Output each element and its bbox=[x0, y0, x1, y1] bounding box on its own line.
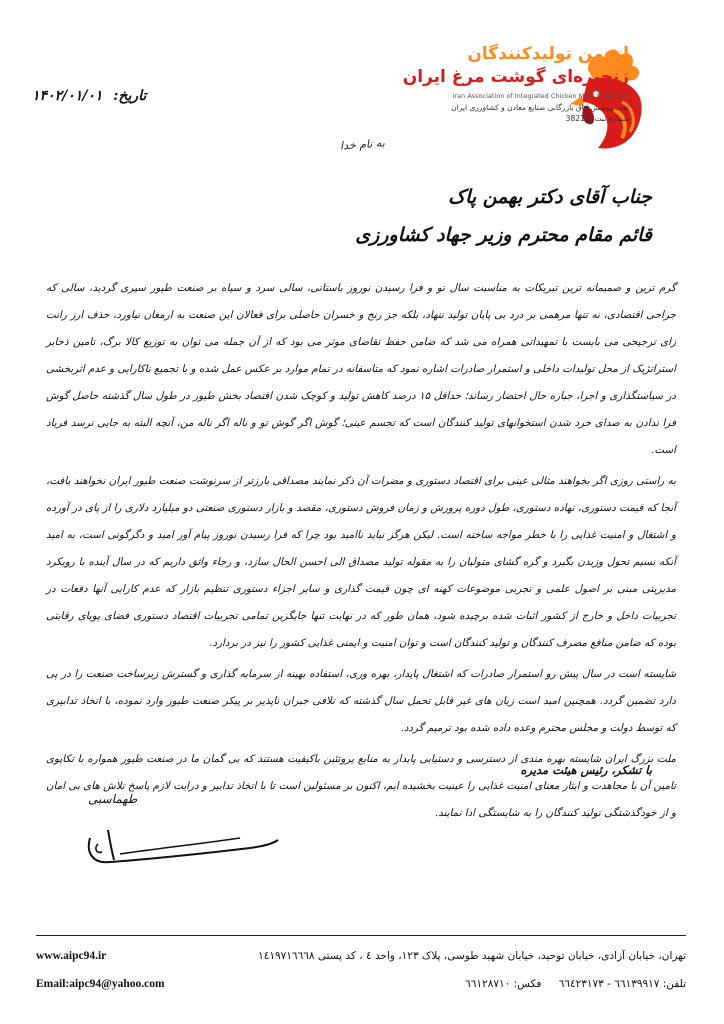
handwritten-signature-icon bbox=[50, 808, 290, 878]
footer-website-link[interactable]: www.aipc94.ir bbox=[36, 950, 107, 962]
recipient-name: جناب آقای دکتر بهمن پاک bbox=[448, 186, 652, 208]
signer-name: طهماسبی bbox=[88, 792, 138, 806]
logo-english-name: Iran Association of Integrated Chicken Meat Producers bbox=[452, 92, 629, 100]
closing-line: با تشکر، رئیس هیئت مدیره bbox=[520, 763, 652, 777]
bename-heading: به نام خدا bbox=[339, 136, 386, 153]
footer-divider bbox=[36, 935, 686, 936]
footer-fax: فکس: ٦٦۱۲۸۷۱۰ bbox=[465, 978, 542, 990]
logo-registration: شماره ثبت: 38219 bbox=[565, 114, 629, 123]
body-paragraph-1: گرم ترین و صمیمانه ترین تبریکات به مناسبت سال نو و فرا رسیدن نوروز باستانی، سالی سرد و سیاه بر صنعت طیور سپری گردید، سالی که جراحی اقتصادی، نه تنها مرهمی بر درد بی پایان تولید ننهاد، بلکه جز رنج و خسران حاصلی برای فعالان این صنعت به ارمغان نیاورد، حذف ارز رانت زای ترجیحی می بایست با تمهیداتی همراه می شد که ضامن حفظ تقاضای موثر می بود که از آن جمله می توان به توزیع کالا برگ، تامین ذخایر استراتژیک از محل تولیدات داخلی و استمرار صادرات اشاره نمود که متاسفانه در تمام موارد بر عکس عمل شده و با تجمیع ناکارایی و عدم اثربخشی در سیاستگذاری و اجرا، جباره حال احتضار رساند؛ حداقل ۱۵ درصد کاهش تولید و کوچک شدن اقتصاد بخش طیور در طول سال گذشته حاصل گوش فرا ندادن به صدای خرد شدن استخوانهای تولید کنندگان است که تجسم عینی؛ گوش اگر گوش تو و ناله اگر ناله من، آنچه البته به جایی نرسد فریاد است. bbox=[46, 282, 676, 456]
body-paragraph-3: شایسته است در سال پیش رو استمرار صادرات که اشتغال پایدار، بهره وری، استفاده بهینه از سرمایه گذاری و گسترش زیرساخت صنعت را در پی دارد تضمین گردد. همچنین امید است زیان های غیر قابل تحمل سال گذشته که تلافی جبران ناپذیر بر پیکر صنعت طیور وارد نموده، با اتخاذ تدابیری که توسط دولت و مجلس محترم وعده داده شده بود ترمیم گردد. bbox=[46, 668, 676, 734]
body-paragraph-4: ملت بزرگ ایران شایسته بهره مندی از دسترسی و دستیابی پایدار به منابع پروتئین باکیفیت هستند که بی گمان ما در صنعت طیور همواره با تکاپوی تامین آن با مجاهدت و ایثار معنای امنیت غذایی را عینیت بخشیده ایم، اکنون بر مسئولین است تا با اتخاذ تدابیر و درایت لازم پاسخ تلاش های بی امان و از خودگذشتگی تولید کنندگان را به شایستگی ادا نمایند. bbox=[46, 753, 676, 819]
logo-title-line2: زنجیره‌ای گوشت مرغ ایران bbox=[402, 67, 629, 87]
logo-text-block bbox=[402, 44, 629, 123]
footer-contact bbox=[465, 978, 686, 990]
footer-email-link[interactable]: Email:aipc94@yahoo.com bbox=[36, 978, 165, 990]
logo-title-line1: انجمن تولیدکنندگان bbox=[467, 44, 629, 64]
recipient-title: قائم مقام محترم وزیر جهاد کشاورزی bbox=[355, 224, 652, 246]
footer-phone: تلفن: ٦٦۱۳۹۹۱۷ - ٦٦٤۲۳۱۷۳ bbox=[558, 978, 686, 990]
date-value: ۱۴۰۲/۰۱/۰۱ bbox=[32, 88, 103, 104]
body-paragraph-2: به راستی روزی اگر بخواهند مثالی عینی برای اقتصاد دستوری و مضرات آن ذکر نمایند مصداقی بارزتر از سرنوشت صنعت طیور ایران نخواهند یافت، آنجا که قیمت دستوری، نهاده دستوری، طول دوره پرورش و زمان فروش دستوری، مقصد و بازار دستوری صنعتی دو میلیارد دلاری را از پای در آورده و اشتغال و امنیت غذایی را با خطر مواجه ساخته است. لیکن هرگز نباید ناامید بود چرا که فرا رسیدن نوروز پیام آور امید و دگرگونی است، به امید آنکه نسیم تحول وزیدن بگیرد و گره گشای متولیان را به مقوله تولید مصداق الی احسن الحال سازد، و رجاء واثق داریم که در سال آینده با رویکرد مدیریتی مبنی بر اصول علمی و تجربی موضوعات کهنه ای چون قیمت گذاری و سایر اجزاء دستوری تنظیم بازار که عدم کارایی آنها دفعات در تجربیات داخل و خارج از کشور اثبات شده برچیده شود، همان طور که در نهایت تنها جایگزین تمامی تجربیات اقتصاد دستوری فضای پویای رقابتی بوده که ضامن منافع مصرف کنندگان و تولید کنندگان است و توان امنیت و ایمنی غذایی کشور را نیز در بردارد. bbox=[46, 475, 676, 649]
date-block bbox=[32, 88, 146, 104]
footer-address: تهران، خیابان آزادی، خیابان توحید، خیابان شهید طوسی، پلاک ۱۲۳، واحد ٤ ، کد پستی ۱٤۱۹۷۱٦٦٦۸ bbox=[258, 950, 686, 962]
date-label: تاریخ: bbox=[113, 88, 147, 104]
letter-body bbox=[46, 275, 676, 827]
logo-subtitle: تحت پوشش اتاق بازرگانی صنایع معادن و کشاورزی ایران bbox=[451, 103, 629, 112]
